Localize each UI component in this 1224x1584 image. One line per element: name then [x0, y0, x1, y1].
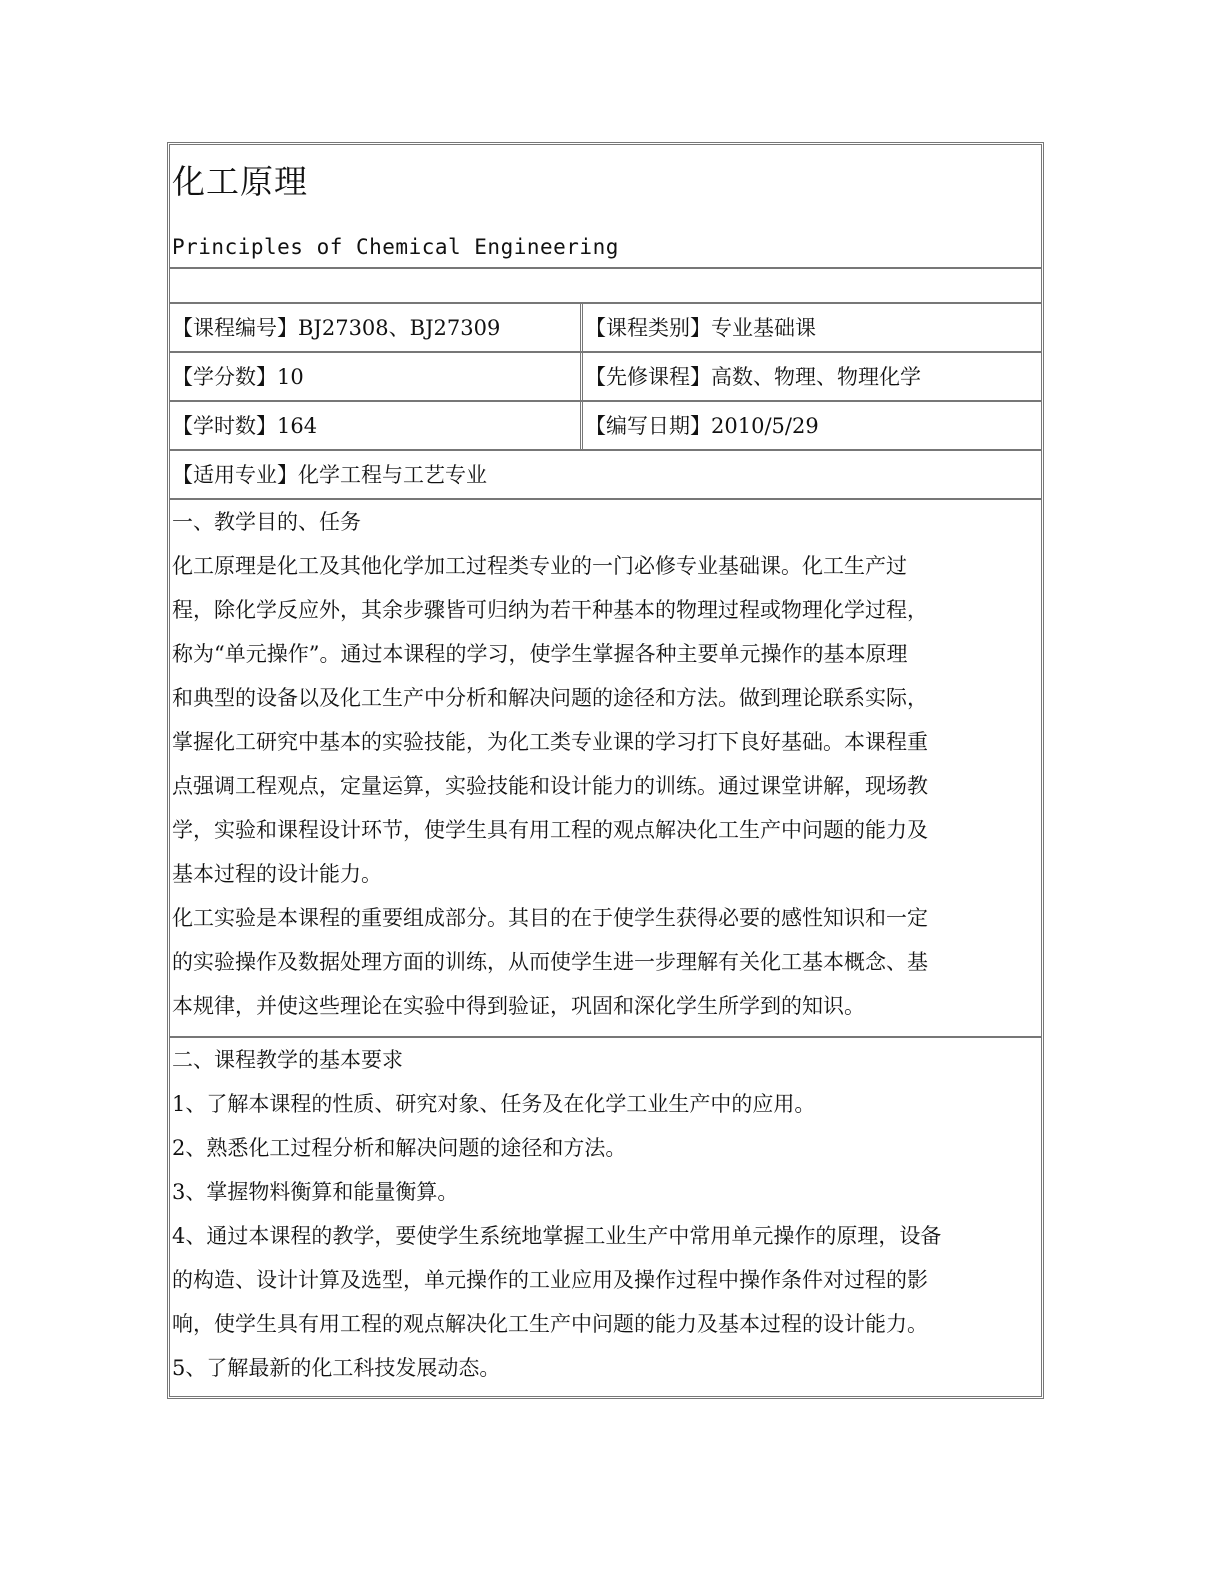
prereq-label: 【先修课程】 — [585, 365, 711, 389]
info-row-code — [170, 304, 1041, 353]
title-row — [170, 145, 1041, 269]
requirement-line: 2、熟悉化工过程分析和解决问题的途径和方法。 — [172, 1136, 627, 1160]
course-category-label: 【课程类别】 — [585, 316, 711, 340]
date-value: 2010/5/29 — [711, 414, 819, 438]
paragraph-line: 学，实验和课程设计环节，使学生具有用工程的观点解决化工生产中问题的能力及 — [172, 818, 928, 842]
requirement-line: 5、了解最新的化工科技发展动态。 — [172, 1356, 501, 1380]
course-title-en: Principles of Chemical Engineering — [172, 235, 619, 259]
paragraph-line: 化工原理是化工及其他化学加工过程类专业的一门必修专业基础课。化工生产过 — [172, 554, 907, 578]
credits-value: 10 — [277, 365, 304, 389]
blank-row — [170, 269, 1041, 304]
prereq-cell — [583, 353, 1041, 400]
paragraph-line: 程，除化学反应外，其余步骤皆可归纳为若干种基本的物理过程或物理化学过程， — [172, 598, 928, 622]
date-cell — [583, 402, 1041, 449]
course-code-label: 【课程编号】 — [172, 316, 298, 340]
credits-label: 【学分数】 — [172, 365, 277, 389]
requirement-line: 4、通过本课程的教学，要使学生系统地掌握工业生产中常用单元操作的原理，设备 — [172, 1224, 942, 1248]
major-value: 化学工程与工艺专业 — [298, 463, 487, 487]
date-label: 【编写日期】 — [585, 414, 711, 438]
paragraph-line: 化工实验是本课程的重要组成部分。其目的在于使学生获得必要的感性知识和一定 — [172, 906, 928, 930]
paragraph-line: 掌握化工研究中基本的实验技能，为化工类专业课的学习打下良好基础。本课程重 — [172, 730, 928, 754]
section-requirements-heading: 二、课程教学的基本要求 — [172, 1048, 403, 1072]
course-code-cell — [170, 304, 583, 351]
major-row — [170, 451, 1041, 500]
paragraph-line: 点强调工程观点，定量运算，实验技能和设计能力的训练。通过课堂讲解，现场教 — [172, 774, 928, 798]
section-objectives-heading: 一、教学目的、任务 — [172, 510, 361, 534]
credits-cell — [170, 353, 583, 400]
paragraph-line: 称为“单元操作”。通过本课程的学习，使学生掌握各种主要单元操作的基本原理 — [172, 642, 908, 666]
paragraph-line: 本规律，并使这些理论在实验中得到验证，巩固和深化学生所学到的知识。 — [172, 994, 865, 1018]
section-requirements — [170, 1038, 1041, 1396]
course-category-value: 专业基础课 — [711, 316, 816, 340]
course-code-value: BJ27308、BJ27309 — [298, 316, 501, 340]
hours-label: 【学时数】 — [172, 414, 277, 438]
course-title-cn: 化工原理 — [172, 162, 308, 201]
requirement-line: 的构造、设计计算及选型，单元操作的工业应用及操作过程中操作条件对过程的影 — [172, 1268, 928, 1292]
requirement-line: 1、了解本课程的性质、研究对象、任务及在化学工业生产中的应用。 — [172, 1092, 816, 1116]
course-document — [167, 142, 1044, 1399]
info-row-credits — [170, 353, 1041, 402]
requirement-line: 3、掌握物料衡算和能量衡算。 — [172, 1180, 459, 1204]
hours-cell — [170, 402, 583, 449]
section-objectives — [170, 500, 1041, 1038]
course-category-cell — [583, 304, 1041, 351]
paragraph-line: 的实验操作及数据处理方面的训练，从而使学生进一步理解有关化工基本概念、基 — [172, 950, 928, 974]
hours-value: 164 — [277, 414, 318, 438]
paragraph-line: 基本过程的设计能力。 — [172, 862, 382, 886]
requirement-line: 响，使学生具有用工程的观点解决化工生产中问题的能力及基本过程的设计能力。 — [172, 1312, 928, 1336]
paragraph-line: 和典型的设备以及化工生产中分析和解决问题的途径和方法。做到理论联系实际， — [172, 686, 928, 710]
major-label: 【适用专业】 — [172, 463, 298, 487]
prereq-value: 高数、物理、物理化学 — [711, 365, 921, 389]
info-row-hours — [170, 402, 1041, 451]
course-table — [167, 142, 1044, 1399]
